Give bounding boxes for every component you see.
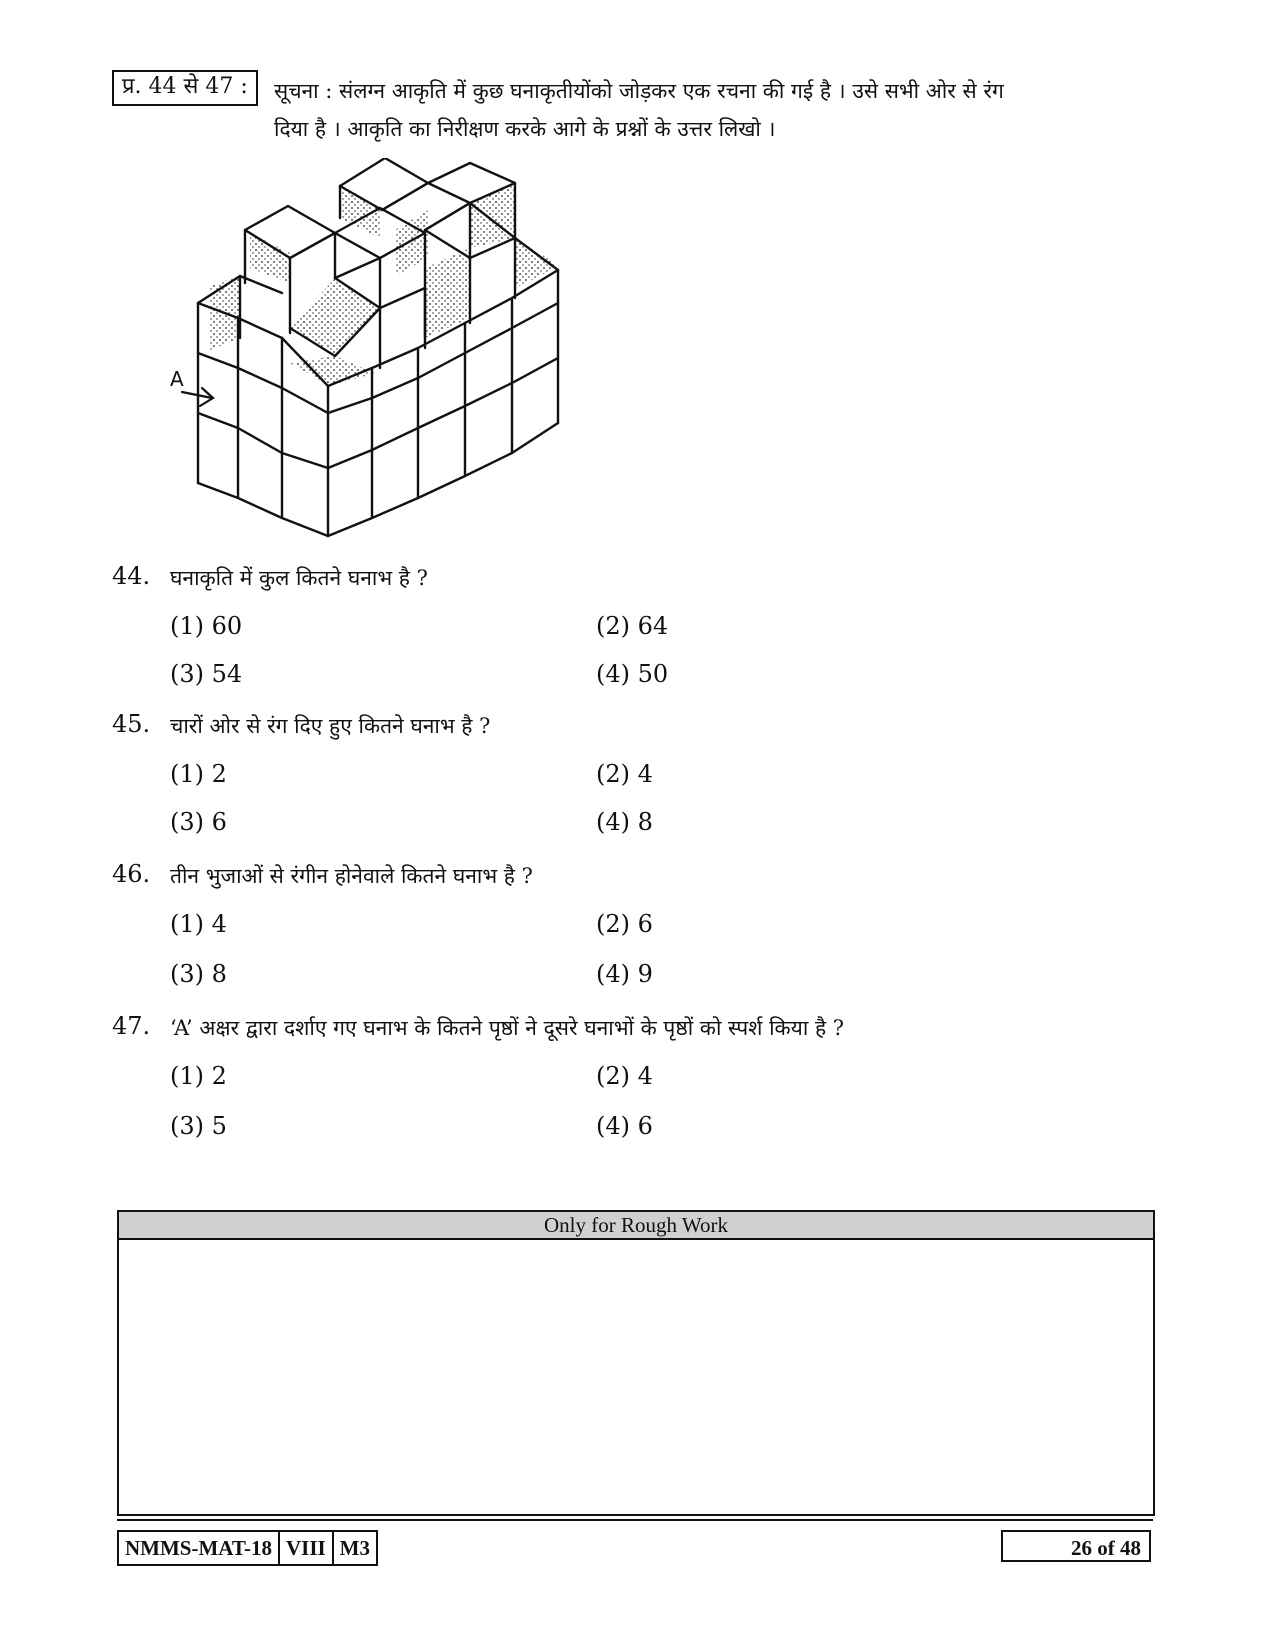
rough-work-box [117,1210,1155,1516]
option: (4) 6 [596,1112,653,1140]
notice-line-1: सूचना : संलग्न आकृति में कुछ घनाकृतीयोंको जोड़कर एक रचना की गई है । उसे सभी ओर से रंग [274,79,1004,103]
option: (4) 50 [596,660,669,688]
option: (3) 5 [170,1112,227,1140]
question-text: ‘A’ अक्षर द्वारा दर्शाए गए घनाभ के कितने पृष्ठों ने दूसरे घनाभों के पृष्ठों को स्पर्श किया है ? [170,1016,845,1040]
option: (1) 2 [170,1062,227,1090]
notice-text [274,72,1154,148]
paper-code: NMMS-MAT-18 [119,1532,280,1564]
option: (3) 8 [170,960,227,988]
set-label: M3 [339,1536,370,1560]
option: (1) 60 [170,612,243,640]
notice-label: प्र. 44 से 47 : [112,70,258,106]
option: (2) 4 [596,1062,653,1090]
rough-work-heading: Only for Rough Work [119,1212,1153,1240]
question-text: घनाकृति में कुल कितने घनाभ है ? [170,566,428,590]
option: (3) 6 [170,808,227,836]
question-number: 45. [112,710,151,738]
option: (4) 9 [596,960,653,988]
option: (4) 8 [596,808,653,836]
option: (1) 4 [170,910,227,938]
question-number: 47. [112,1012,151,1040]
notice-line-2: दिया है । आकृति का निरीक्षण करके आगे के प्रश्नों के उत्तर लिखो । [274,117,776,141]
cube-figure [170,158,600,578]
arrow-label: A [170,367,184,391]
footer-code-box [117,1530,378,1566]
footer-divider [117,1519,1153,1521]
class-label: VIII [280,1532,334,1564]
option: (2) 4 [596,760,653,788]
option: (2) 64 [596,612,669,640]
question-text: चारों ओर से रंग दिए हुए कितने घनाभ है ? [170,714,491,738]
page-number: 26 of 48 [1001,1530,1151,1562]
option: (2) 6 [596,910,653,938]
option: (1) 2 [170,760,227,788]
question-number: 46. [112,860,151,888]
option: (3) 54 [170,660,243,688]
question-text: तीन भुजाओं से रंगीन होनेवाले कितने घनाभ है ? [170,864,533,888]
question-number: 44. [112,562,151,590]
